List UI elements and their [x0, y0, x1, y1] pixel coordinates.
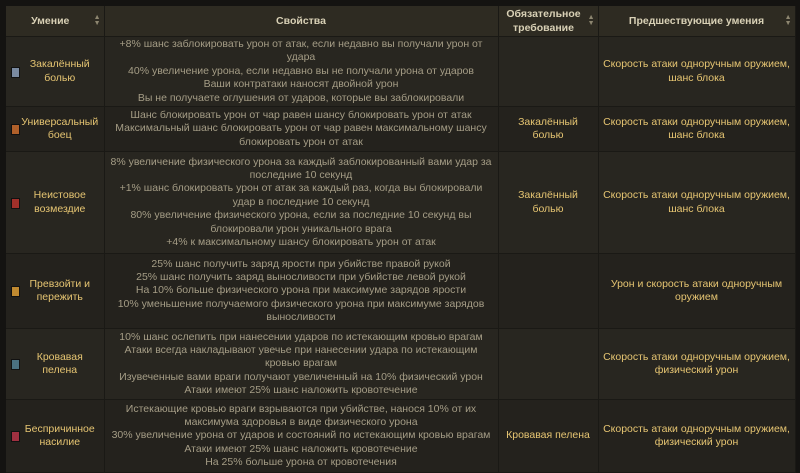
header-label: Предшествующие умения — [628, 15, 765, 27]
properties-cell — [104, 152, 498, 254]
header-label: Умение — [31, 15, 70, 27]
header-label: Обязательное требование — [506, 8, 581, 34]
property-line: 8% увеличение физического урона за каждый заблокированный вами удар за последние 10 секунд — [110, 155, 492, 182]
previous-skills-cell — [598, 329, 795, 400]
property-line: Шанс блокировать урон от чар равен шансу блокировать урон от атак — [130, 108, 472, 121]
property-line: Атаки всегда накладывают увечье при нанесении удара по истекающим кровью врагам — [124, 343, 478, 370]
skill-name[interactable]: Кровавая пелена — [36, 350, 83, 377]
requirement-text: Закалённый болью — [518, 115, 578, 142]
sort-icon[interactable]: ▲ ▼ — [587, 14, 595, 27]
requirement-cell — [498, 37, 598, 107]
skill-cell — [6, 400, 104, 473]
properties-cell — [104, 107, 498, 152]
column-header-req[interactable] — [498, 6, 598, 37]
property-line: Вы не получаете оглушения от ударов, которые вы заблокировали — [137, 91, 465, 104]
property-line: 80% увеличение физического урона, если за последние 10 секунд вы блокировали урон уникального врага — [130, 209, 472, 235]
skill-cell — [6, 329, 104, 400]
previous-skills-cell — [598, 254, 795, 329]
requirement-cell — [498, 400, 598, 473]
table-row — [6, 329, 795, 400]
requirement-text: Закалённый болью — [518, 189, 578, 215]
requirement-cell — [498, 254, 598, 329]
table-row — [6, 152, 795, 254]
property-line: 25% шанс получить заряд выносливости при убийстве левой рукой — [136, 270, 466, 283]
previous-skills-text: Скорость атаки одноручным оружием, физический урон — [603, 422, 790, 449]
property-line: +1% шанс блокировать урон от атак за каждый раз, когда вы блокировали удар в последние 10 секунд — [119, 182, 483, 208]
requirement-cell — [498, 152, 598, 254]
requirement-text: Кровавая пелена — [506, 429, 590, 442]
property-line: 10% шанс ослепить при нанесении ударов по истекающим кровью врагам — [119, 330, 483, 343]
skill-cell — [6, 254, 104, 329]
sort-icon[interactable]: ▲ ▼ — [784, 14, 792, 27]
skill-cell — [6, 107, 104, 152]
property-line: На 25% больше урона от кровотечения — [205, 456, 397, 469]
header-label: Свойства — [276, 15, 326, 27]
skill-name[interactable]: Закалённый болью — [29, 58, 90, 84]
property-line: На 10% больше физического урона при максимуме зарядов ярости — [135, 284, 467, 297]
requirement-cell — [498, 107, 598, 152]
skill-icon — [11, 198, 20, 209]
table-row — [6, 107, 795, 152]
previous-skills-cell — [598, 152, 795, 254]
previous-skills-text: Скорость атаки одноручным оружием, физический урон — [603, 350, 790, 377]
skill-name[interactable]: Превзойти и пережить — [29, 277, 91, 304]
property-line: Атаки имеют 25% шанс наложить кровотечение — [184, 384, 418, 397]
property-line: Атаки имеют 25% шанс наложить кровотечение — [184, 442, 418, 455]
table-row — [6, 400, 795, 473]
property-line: Истекающие кровью враги взрываются при убийстве, нанося 10% от их максимума здоровья в виде физического урона — [125, 402, 477, 428]
property-line: 10% уменьшение получаемого физического урона при максимуме зарядов выносливости — [117, 297, 485, 324]
properties-cell — [104, 254, 498, 329]
skill-name[interactable]: Беспричинное насилие — [24, 422, 95, 449]
property-line: Максимальный шанс блокировать урон от чар равен максимальному шансу блокировать урон от атак — [115, 122, 487, 148]
previous-skills-cell — [598, 107, 795, 152]
properties-cell — [104, 329, 498, 400]
skill-name[interactable]: Неистовое возмездие — [33, 189, 86, 215]
property-line: Изувеченные вами враги получают увеличенный на 10% физический урон — [119, 370, 483, 383]
skill-icon — [11, 359, 20, 370]
properties-cell — [104, 400, 498, 473]
skill-icon — [11, 431, 20, 442]
previous-skills-text: Скорость атаки одноручным оружием, шанс блока — [603, 58, 790, 84]
properties-cell — [104, 37, 498, 107]
previous-skills-text: Скорость атаки одноручным оружием, шанс блока — [603, 115, 790, 142]
property-line: 40% увеличение урона, если недавно вы не получали урона от ударов — [128, 64, 474, 77]
skills-table — [6, 6, 796, 473]
previous-skills-text: Урон и скорость атаки одноручным оружием — [610, 277, 783, 304]
previous-skills-cell — [598, 37, 795, 107]
property-line: +4% к максимальному шансу блокировать урон от атак — [166, 236, 436, 249]
property-line: +8% шанс заблокировать урон от атак, если недавно вы получали урон от удара — [119, 38, 483, 64]
requirement-cell — [498, 329, 598, 400]
skill-icon — [11, 286, 20, 297]
skill-icon — [11, 124, 20, 135]
column-header-props — [104, 6, 498, 37]
table-row — [6, 37, 795, 107]
sort-icon[interactable]: ▲ ▼ — [93, 14, 101, 27]
column-header-skill[interactable] — [6, 6, 104, 37]
table-row — [6, 254, 795, 329]
column-header-prev[interactable] — [598, 6, 795, 37]
previous-skills-cell — [598, 400, 795, 473]
skill-cell — [6, 37, 104, 107]
table-header — [6, 6, 795, 37]
property-line: 25% шанс получить заряд ярости при убийстве правой рукой — [151, 257, 451, 270]
skill-icon — [11, 67, 20, 78]
property-line: 30% увеличение урона от ударов и состояний по истекающим кровью врагам — [111, 429, 491, 442]
skill-cell — [6, 152, 104, 254]
previous-skills-text: Скорость атаки одноручным оружием, шанс блока — [603, 189, 790, 215]
skill-name[interactable]: Универсальный боец — [21, 115, 99, 142]
property-line: Ваши контратаки наносят двойной урон — [203, 78, 399, 91]
